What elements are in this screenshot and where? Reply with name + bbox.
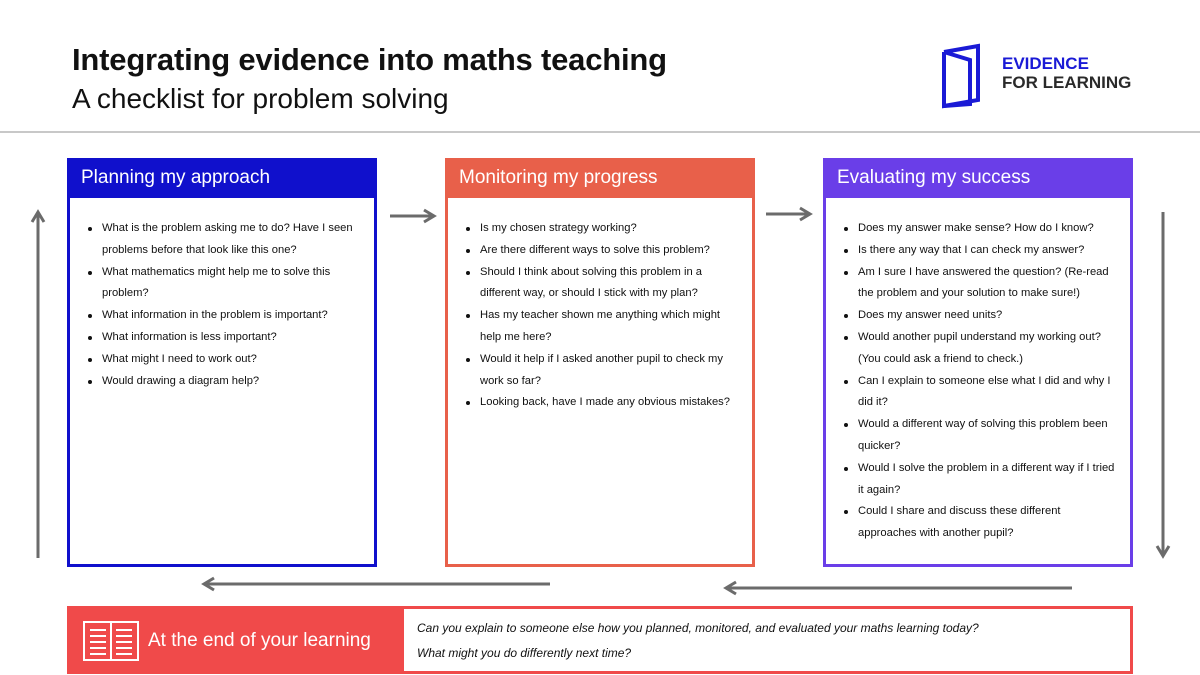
book-icon [82, 620, 140, 662]
monitoring-checklist [448, 198, 752, 414]
list-item: Would drawing a diagram help? [88, 371, 364, 393]
footer-label-box [70, 609, 404, 671]
list-item: Would a different way of solving this problem been quicker? [844, 414, 1120, 458]
list-item: Is my chosen strategy working? [466, 218, 742, 240]
arrow-down-icon [1155, 210, 1171, 560]
panel-heading-evaluating: Evaluating my success [826, 161, 1130, 198]
page-subtitle: A checklist for problem solving [72, 83, 449, 114]
panel-planning [67, 158, 377, 567]
footer-question: What might you do differently next time? [417, 646, 632, 660]
list-item: What might I need to work out? [88, 349, 364, 371]
arrow-up-icon [30, 208, 46, 560]
open-door-icon [940, 42, 992, 110]
arrow-right-icon [388, 208, 438, 224]
list-item: Are there different ways to solve this problem? [466, 240, 742, 262]
list-item: Should I think about solving this problem in a different way, or should I stick with my plan? [466, 262, 742, 306]
list-item: Looking back, have I made any obvious mistakes? [466, 392, 742, 414]
footer-question: Can you explain to someone else how you planned, monitored, and evaluated your maths learning today? [417, 621, 979, 635]
panel-monitoring [445, 158, 755, 567]
arrow-left-icon [722, 580, 1074, 596]
list-item: Would another pupil understand my working out? (You could ask a friend to check.) [844, 327, 1120, 371]
panel-heading-monitoring: Monitoring my progress [448, 161, 752, 198]
logo-text-line1: EVIDENCE [1002, 54, 1089, 73]
arrow-right-icon [764, 206, 814, 222]
logo [940, 42, 1140, 110]
list-item: Would I solve the problem in a different way if I tried it again? [844, 458, 1120, 502]
list-item: Could I share and discuss these different approaches with another pupil? [844, 501, 1120, 545]
header-divider [0, 131, 1200, 133]
list-item: Would it help if I asked another pupil to check my work so far? [466, 349, 742, 393]
list-item: What mathematics might help me to solve this problem? [88, 262, 364, 306]
footer-label: At the end of your learning [148, 630, 371, 651]
list-item: Am I sure I have answered the question? (Re-read the problem and your solution to make sure!) [844, 262, 1120, 306]
list-item: What is the problem asking me to do? Have I seen problems before that look like this one? [88, 218, 364, 262]
arrow-left-icon [200, 576, 552, 592]
list-item: What information in the problem is important? [88, 305, 364, 327]
footer-banner [67, 606, 1133, 674]
panel-heading-planning: Planning my approach [70, 161, 374, 198]
planning-checklist [70, 198, 374, 392]
list-item: What information is less important? [88, 327, 364, 349]
evaluating-checklist [826, 198, 1130, 545]
panel-evaluating [823, 158, 1133, 567]
list-item: Does my answer make sense? How do I know? [844, 218, 1120, 240]
list-item: Has my teacher shown me anything which might help me here? [466, 305, 742, 349]
list-item: Does my answer need units? [844, 305, 1120, 327]
page-title: Integrating evidence into maths teaching [72, 42, 667, 77]
list-item: Is there any way that I can check my answer? [844, 240, 1120, 262]
logo-text-line2: FOR LEARNING [1002, 73, 1132, 92]
list-item: Can I explain to someone else what I did and why I did it? [844, 371, 1120, 415]
